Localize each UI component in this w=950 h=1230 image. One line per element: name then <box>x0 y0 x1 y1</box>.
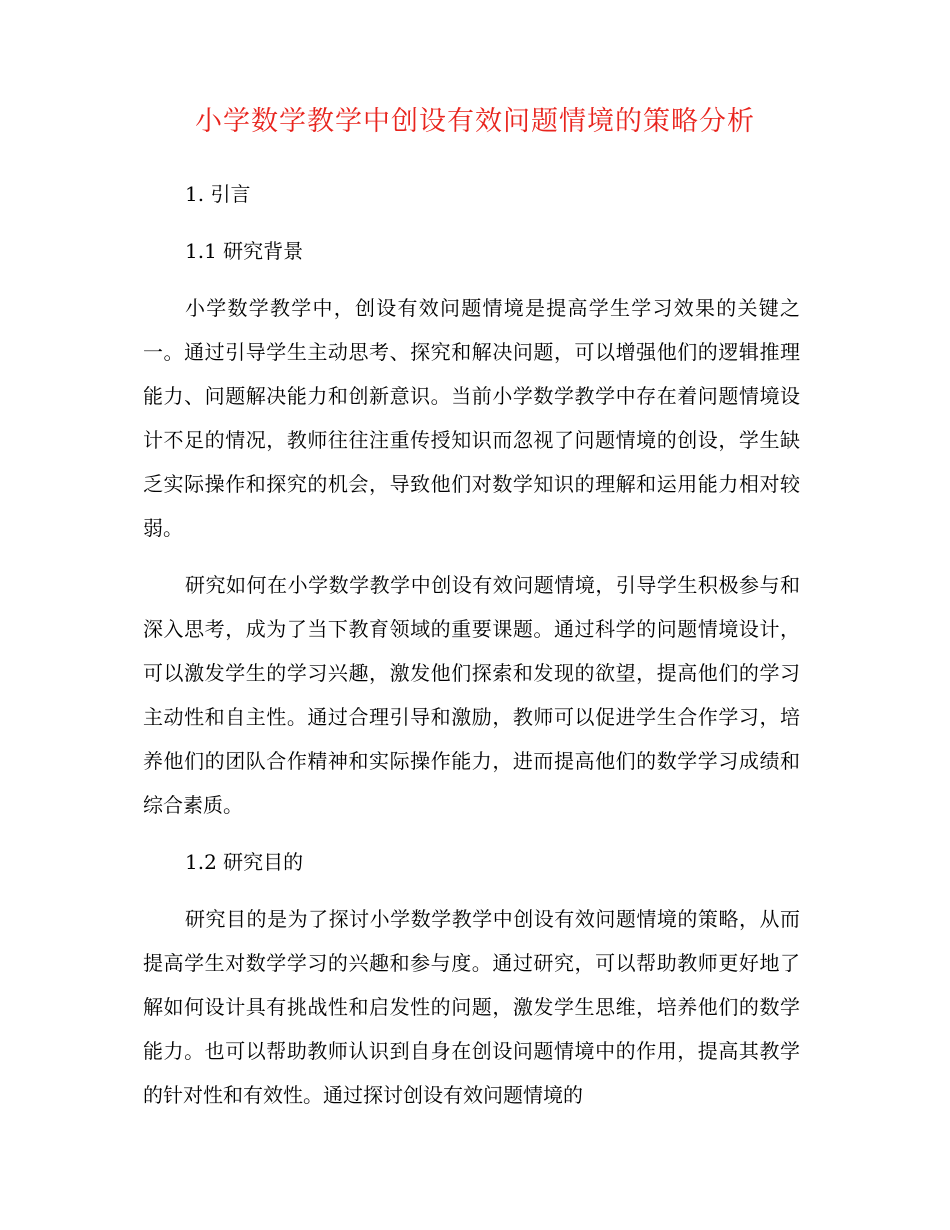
paragraph-background-1: 小学数学教学中，创设有效问题情境是提高学生学习效果的关键之一。通过引导学生主动思考、探究和解决问题，可以增强他们的逻辑推理能力、问题解决能力和创新意识。当前小学数学教学中存在着问题情境设计不足的情况，教师往往注重传授知识而忽视了问题情境的创设，学生缺乏实际操作和探究的机会，导致他们对数学知识的理解和运用能力相对较弱。 <box>143 296 800 540</box>
section-heading-introduction: 1. 引言 <box>185 182 251 206</box>
document-body <box>143 172 800 1130</box>
document-title: 小学数学教学中创设有效问题情境的策略分析 <box>195 106 755 137</box>
paragraph-purpose-1: 研究目的是为了探讨小学数学教学中创设有效问题情境的策略，从而提高学生对数学学习的兴趣和参与度。通过研究，可以帮助教师更好地了解如何设计具有挑战性和启发性的问题，激发学生思维，培养他们的数学能力。也可以帮助教师认识到自身在创设问题情境中的作用，提高其教学的针对性和有效性。通过探讨创设有效问题情境的 <box>143 907 800 1107</box>
section-heading-research-background: 1.1 研究背景 <box>185 239 304 263</box>
paragraph-background-2: 研究如何在小学数学教学中创设有效问题情境，引导学生积极参与和深入思考，成为了当下教育领域的重要课题。通过科学的问题情境设计，可以激发学生的学习兴趣，激发他们探索和发现的欲望，提高他们的学习主动性和自主性。通过合理引导和激励，教师可以促进学生合作学习，培养他们的团队合作精神和实际操作能力，进而提高他们的数学学习成绩和综合素质。 <box>143 573 800 817</box>
section-heading-research-purpose: 1.2 研究目的 <box>185 850 304 874</box>
